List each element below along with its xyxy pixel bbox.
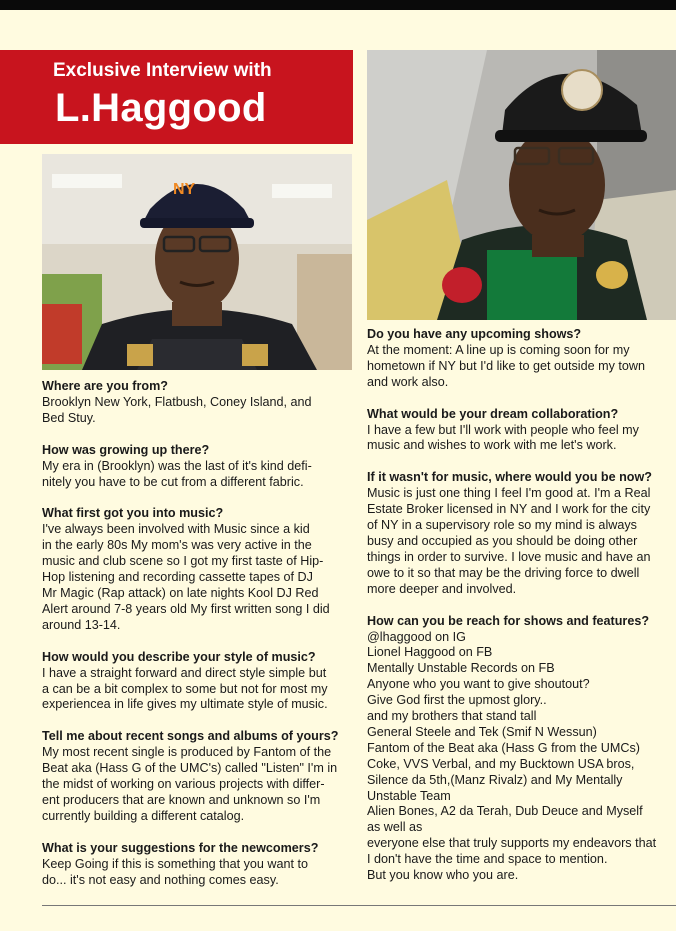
answer-line: Silence da 5th,(Manz Rivalz) and My Mentally	[367, 772, 623, 787]
question-heading: Where are you from?	[42, 379, 168, 393]
top-bar	[0, 0, 676, 10]
answer-line: Bed Stuy.	[42, 410, 96, 425]
answer-line: Music is just one thing I feel I'm good at. I'm a Real	[367, 486, 651, 501]
qa-block	[42, 841, 354, 889]
answer-line: nitely you have to be cut from a different fabric.	[42, 474, 304, 489]
answer-line: and work also.	[367, 374, 449, 389]
answer-line: Fantom of the Beat aka (Hass G from the UMCs)	[367, 740, 640, 755]
answer-line: But you know who you are.	[367, 868, 519, 883]
answer-line: Brooklyn New York, Flatbush, Coney Island, and	[42, 394, 312, 409]
answer-line: I have a straight forward and direct style simple but	[42, 665, 327, 680]
svg-text:NY: NY	[173, 181, 196, 198]
question-heading: How was growing up there?	[42, 442, 210, 457]
answer-line: Give God first the upmost glory..	[367, 693, 547, 708]
answer-line: Alien Bones, A2 da Terah, Dub Deuce and Myself	[367, 804, 643, 819]
interview-column-left	[42, 379, 354, 904]
answer-line: Mentally Unstable Records on FB	[367, 661, 555, 676]
answer-line: I have a few but I'll work with people who feel my	[367, 422, 639, 437]
question-heading: Do you have any upcoming shows?	[367, 327, 582, 341]
qa-block	[42, 506, 354, 633]
answer-line: ent producers that are known and unknown so I'm	[42, 792, 321, 807]
answer-line: experiencea in life gives my ultimate style of music.	[42, 697, 328, 712]
interview-column-right	[367, 327, 676, 900]
question-heading: If it wasn't for music, where would you be now?	[367, 470, 652, 485]
portrait-photo-car	[367, 50, 676, 320]
answer-line: Estate Broker licensed in NY and I work for the city	[367, 502, 651, 517]
answer-line: music and wishes to work with me let's work.	[367, 438, 617, 453]
answer-line: hometown if NY but I'd like to get outside my town	[367, 358, 645, 373]
portrait-photo-indoor	[42, 154, 352, 370]
page-title: L.Haggood	[55, 86, 267, 130]
title-kicker: Exclusive Interview with	[53, 60, 272, 81]
answer-line: Keep Going if this is something that you want to	[42, 856, 309, 871]
answer-line: and my brothers that stand tall	[367, 709, 537, 724]
question-heading: What first got you into music?	[42, 506, 224, 521]
qa-block	[367, 614, 676, 884]
answer-line: around 13-14.	[42, 617, 121, 632]
question-heading: How can you be reach for shows and features?	[367, 613, 650, 628]
qa-block	[42, 650, 354, 714]
qa-block	[42, 729, 354, 824]
answer-line: Lionel Haggood on FB	[367, 645, 493, 660]
question-heading: Tell me about recent songs and albums of yours?	[42, 729, 339, 744]
qa-block	[42, 379, 354, 427]
answer-line: busy and occupied as you should be doing other	[367, 533, 638, 548]
title-block	[0, 50, 353, 144]
answer-line: Beat aka (Hass G of the UMC's) called "Listen" I'm in	[42, 761, 338, 776]
answer-line: Mr Magic (Rap attack) on late nights Kool DJ Red	[42, 585, 319, 600]
bottom-divider	[42, 905, 676, 906]
answer-line: Alert around 7-8 years old My first written song I did	[42, 601, 330, 616]
answer-line: My most recent single is produced by Fantom of the	[42, 745, 332, 760]
answer-line: everyone else that truly supports my endeavors that	[367, 836, 657, 851]
answer-line: in the early 80s My mom's was very active in the	[42, 538, 312, 553]
answer-line: I don't have the time and space to mention.	[367, 852, 608, 867]
qa-block	[42, 443, 354, 491]
question-heading: What is your suggestions for the newcomers?	[42, 840, 319, 855]
qa-block	[367, 407, 676, 455]
answer-line: a can be a bit complex to some but not for most my	[42, 681, 328, 696]
answer-line: as well as	[367, 820, 423, 835]
question-heading: How would you describe your style of music?	[42, 649, 316, 664]
answer-line: Unstable Team	[367, 788, 451, 803]
answer-line: owe to it so that may be the driving force to dwell	[367, 565, 640, 580]
answer-line: the midst of working on various projects with differ-	[42, 777, 325, 792]
answer-line: Coke, VVS Verbal, and my Bucktown USA bros,	[367, 756, 635, 771]
answer-line: currently building a different catalog.	[42, 808, 245, 823]
answer-line: My era in (Brooklyn) was the last of it's kind defi-	[42, 458, 312, 473]
answer-line: more deeper and involved.	[367, 581, 517, 596]
answer-line: Hop listening and recording cassette tapes of DJ	[42, 570, 313, 585]
answer-line: music and club scene so I got my first taste of Hip-	[42, 554, 324, 569]
qa-block	[367, 327, 676, 391]
answer-line: At the moment: A line up is coming soon for my	[367, 342, 630, 357]
answer-line: I've always been involved with Music since a kid	[42, 522, 310, 537]
answer-line: @lhaggood on IG	[367, 629, 466, 644]
answer-line: Anyone who you want to give shoutout?	[367, 677, 590, 692]
answer-line: do... it's not easy and nothing comes easy.	[42, 872, 279, 887]
answer-line: of NY in a supervisory role so my mind is always	[367, 518, 637, 533]
answer-line: General Steele and Tek (Smif N Wessun)	[367, 724, 597, 739]
answer-line: things in order to survive. I love music and have an	[367, 549, 651, 564]
qa-block	[367, 470, 676, 597]
question-heading: What would be your dream collaboration?	[367, 406, 619, 421]
